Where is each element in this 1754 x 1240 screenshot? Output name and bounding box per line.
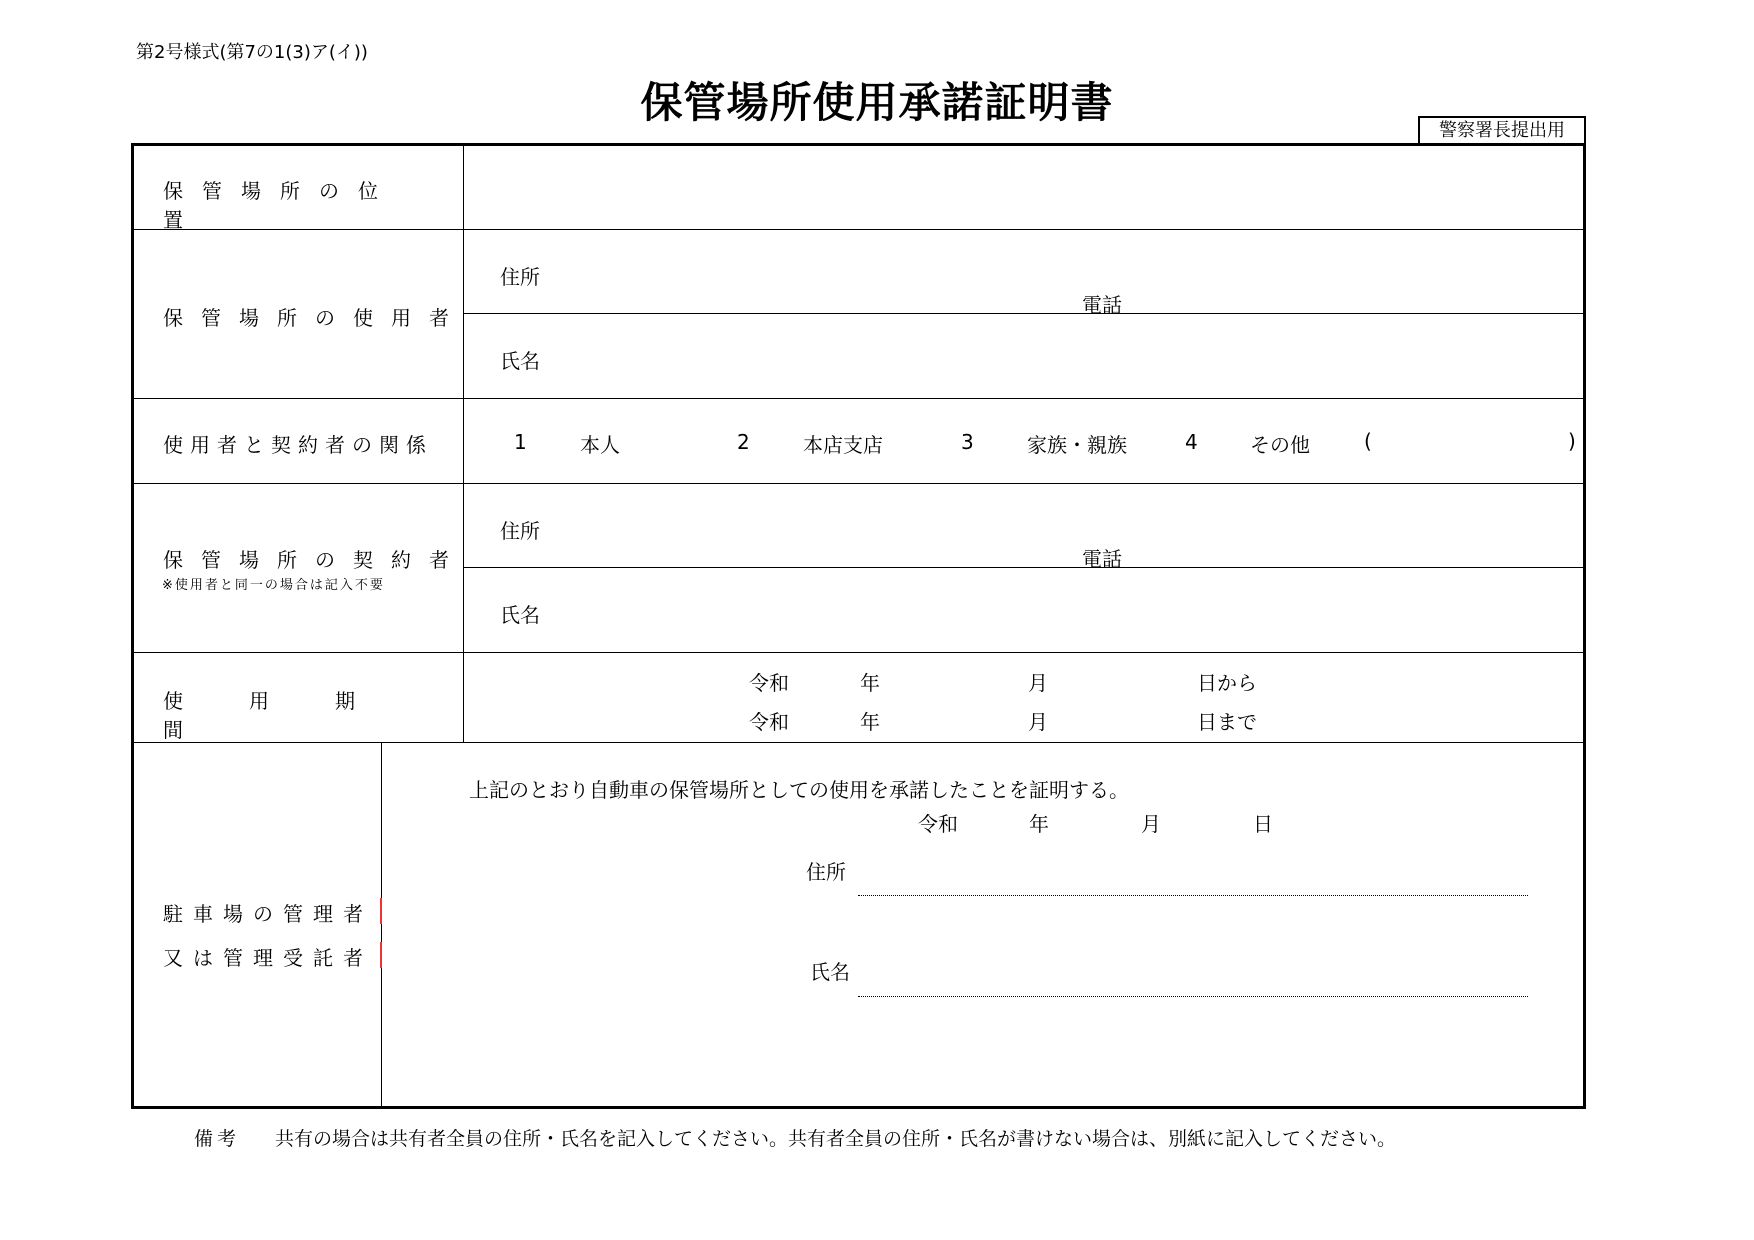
user-phone-label: 電話 bbox=[1082, 293, 1122, 317]
manager-address-label: 住所 bbox=[806, 860, 846, 884]
label-contractor: 保管場所の契約者 bbox=[163, 548, 467, 572]
manager-date-era: 令和 bbox=[918, 812, 958, 836]
subrow-divider bbox=[464, 313, 1586, 314]
manager-name-line[interactable] bbox=[858, 996, 1528, 997]
relation-paren-close: ) bbox=[1568, 429, 1576, 453]
relation-option-3-num: 3 bbox=[961, 430, 974, 454]
relation-option-2-text[interactable]: 本店支店 bbox=[803, 433, 883, 457]
manager-date-year: 年 bbox=[1029, 812, 1049, 836]
remark-label: 備考 bbox=[194, 1128, 241, 1150]
column-divider bbox=[381, 742, 382, 1109]
relation-option-3-text[interactable]: 家族・親族 bbox=[1027, 433, 1127, 457]
relation-option-4-text[interactable]: その他 bbox=[1250, 433, 1310, 457]
manager-date-day: 日 bbox=[1253, 812, 1273, 836]
period-to-year: 年 bbox=[860, 710, 880, 734]
period-to-day: 日まで bbox=[1197, 710, 1257, 734]
manager-address-line[interactable] bbox=[858, 895, 1528, 896]
red-marker bbox=[380, 898, 382, 924]
relation-paren-open: ( bbox=[1364, 429, 1372, 453]
location-value-field[interactable] bbox=[480, 160, 1570, 210]
row-divider bbox=[131, 652, 1586, 653]
contractor-phone-label: 電話 bbox=[1082, 547, 1122, 571]
page-title: 保管場所使用承諾証明書 bbox=[640, 78, 1114, 127]
period-from-month: 月 bbox=[1028, 671, 1048, 695]
label-relation: 使用者と契約者の関係 bbox=[163, 433, 433, 457]
label-location bbox=[163, 175, 435, 233]
label-manager-line2: 又は管理受託者 bbox=[163, 946, 373, 970]
subrow-divider bbox=[464, 567, 1586, 568]
relation-option-2-num: 2 bbox=[737, 430, 750, 454]
manager-date-month: 月 bbox=[1141, 812, 1161, 836]
relation-option-4-num: 4 bbox=[1185, 430, 1198, 454]
label-user: 保管場所の使用者 bbox=[163, 306, 467, 330]
contractor-address-label: 住所 bbox=[500, 519, 540, 543]
row-divider bbox=[131, 398, 1586, 399]
contractor-name-label: 氏名 bbox=[500, 603, 540, 627]
user-name-label: 氏名 bbox=[500, 349, 540, 373]
label-text: 使用期間 bbox=[163, 689, 421, 742]
label-text: 保管場所の位置 bbox=[163, 179, 397, 232]
relation-option-1-text[interactable]: 本人 bbox=[580, 433, 620, 457]
period-to-era: 令和 bbox=[749, 710, 789, 734]
column-divider bbox=[463, 143, 464, 742]
submit-to-badge: 警察署長提出用 bbox=[1418, 116, 1586, 143]
remark-text: 共有の場合は共有者全員の住所・氏名を記入してください。共有者全員の住所・氏名が書けない場合は、別紙に記入してください。 bbox=[275, 1128, 1397, 1150]
red-marker bbox=[380, 942, 382, 968]
period-from-year: 年 bbox=[860, 671, 880, 695]
period-from-era: 令和 bbox=[749, 671, 789, 695]
period-from-day: 日から bbox=[1197, 671, 1257, 695]
relation-option-1-num: 1 bbox=[514, 430, 527, 454]
period-to-month: 月 bbox=[1028, 710, 1048, 734]
contractor-note: ※使用者と同一の場合は記入不要 bbox=[162, 578, 385, 593]
row-divider bbox=[131, 483, 1586, 484]
manager-name-label: 氏名 bbox=[810, 960, 850, 984]
manager-statement: 上記のとおり自動車の保管場所としての使用を承諾したことを証明する。 bbox=[469, 778, 1129, 802]
label-period bbox=[163, 685, 435, 743]
label-manager-line1: 駐車場の管理者 bbox=[163, 902, 373, 926]
user-address-label: 住所 bbox=[500, 265, 540, 289]
form-code: 第2号様式(第7の1(3)ア(イ)) bbox=[136, 42, 368, 63]
